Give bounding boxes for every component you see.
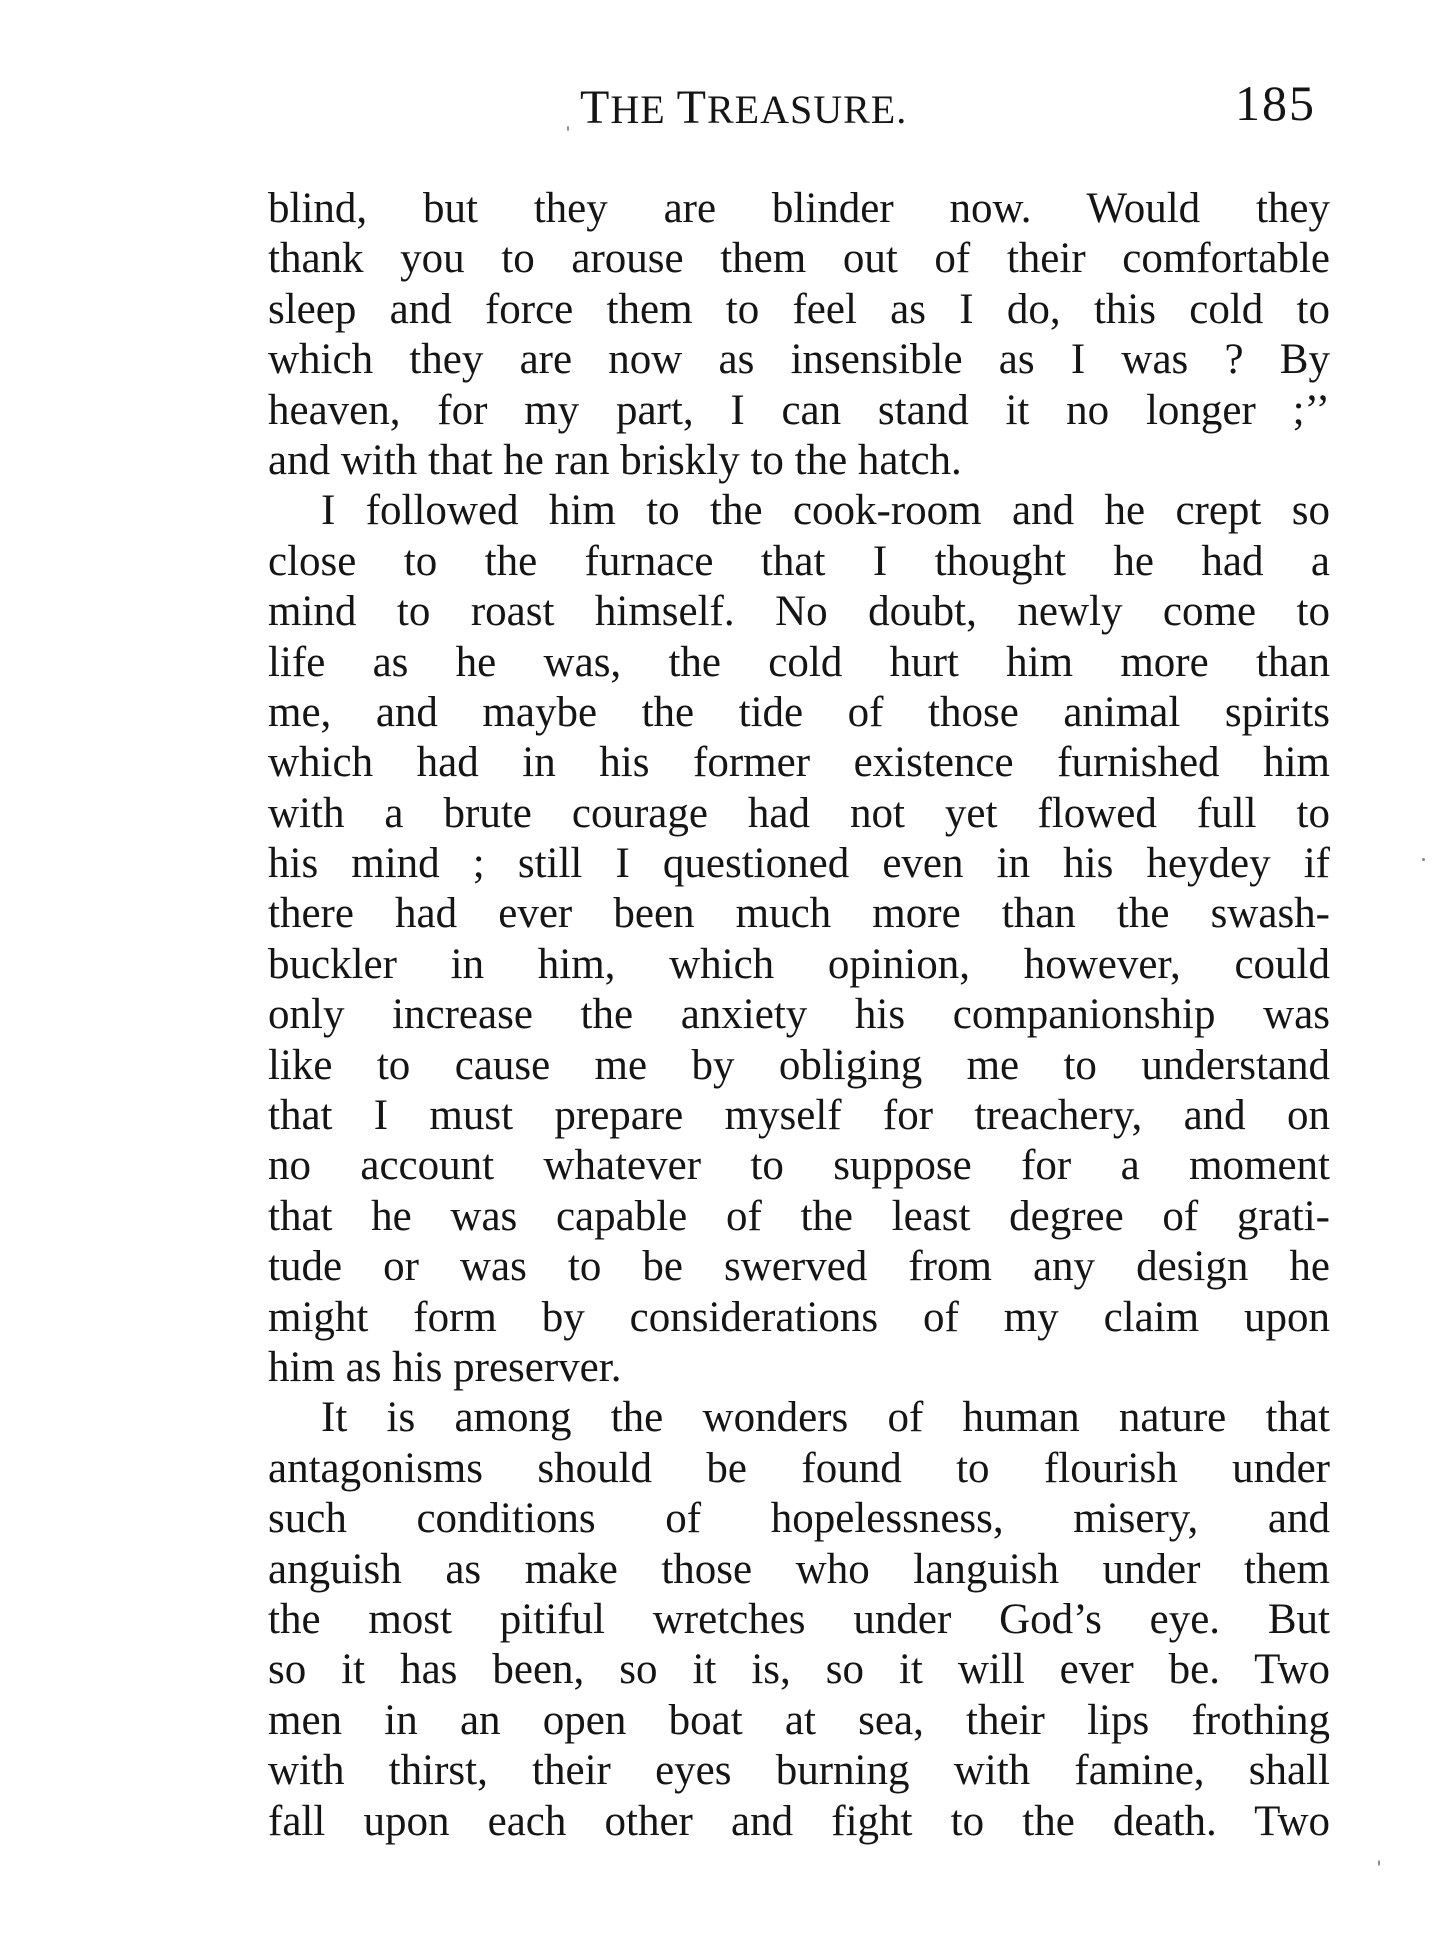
text-line: It is among the wonders of human nature that (321, 1394, 1330, 1442)
scan-speck (1422, 858, 1425, 861)
text-line: men in an open boat at sea, their lips frothing (268, 1696, 1330, 1744)
scan-speck (1378, 1860, 1380, 1866)
text-line: thank you to arouse them out of their comfortable (268, 235, 1330, 283)
text-line: heaven, for my part, I can stand it no longer ;’’ (268, 386, 1330, 434)
text-line: me, and maybe the tide of those animal spirits (268, 688, 1330, 736)
text-line: with thirst, their eyes burning with famine, shall (268, 1747, 1330, 1795)
text-line: I followed him to the cook-room and he crept so (321, 487, 1330, 535)
text-line: sleep and force them to feel as I do, this cold to (268, 285, 1330, 333)
text-line: only increase the anxiety his companionship was (268, 991, 1330, 1039)
page-number: 185 (1235, 75, 1316, 131)
text-line: tude or was to be swerved from any design he (268, 1243, 1330, 1291)
text-line: buckler in him, which opinion, however, could (268, 940, 1330, 988)
body-text (268, 184, 1330, 1847)
text-line: might form by considerations of my claim upon (268, 1293, 1330, 1341)
text-line: close to the furnace that I thought he had a (268, 537, 1330, 585)
text-line: which they are now as insensible as I was ? By (268, 336, 1330, 384)
text-line: antagonisms should be found to flourish under (268, 1444, 1330, 1492)
running-title-initial-1: T (580, 81, 611, 134)
text-line: him as his preserver. (268, 1343, 622, 1391)
running-title-initial-2: T (676, 81, 707, 134)
running-title-word-1: HE (610, 87, 666, 132)
text-line: blind, but they are blinder now. Would they (268, 185, 1330, 232)
text-line: so it has been, so it is, so it will ever be. Two (268, 1646, 1330, 1694)
text-line: mind to roast himself. No doubt, newly come to (268, 588, 1330, 636)
text-line: no account whatever to suppose for a moment (268, 1142, 1330, 1190)
page-header (268, 75, 1330, 140)
running-title-word-2: REASURE. (706, 87, 908, 132)
text-line: like to cause me by obliging me to understand (268, 1041, 1330, 1089)
text-line: that he was capable of the least degree of grati- (268, 1192, 1330, 1240)
text-line: the most pitiful wretches under God’s eye. But (268, 1595, 1330, 1643)
running-title (580, 80, 907, 135)
text-line: there had ever been much more than the swash- (268, 890, 1330, 938)
text-line: anguish as make those who languish under them (268, 1545, 1330, 1593)
text-line: life as he was, the cold hurt him more than (268, 638, 1330, 686)
text-line: that I must prepare myself for treachery, and on (268, 1092, 1330, 1140)
text-line: which had in his former existence furnished him (268, 739, 1330, 787)
text-line: such conditions of hopelessness, misery, and (268, 1495, 1330, 1543)
text-line: his mind ; still I questioned even in his heydey if (268, 840, 1330, 888)
scan-speck (567, 126, 569, 131)
text-line: with a brute courage had not yet flowed full to (268, 789, 1330, 837)
text-line: fall upon each other and fight to the death. Two (268, 1797, 1330, 1845)
text-line: and with that he ran briskly to the hatch. (268, 436, 962, 484)
